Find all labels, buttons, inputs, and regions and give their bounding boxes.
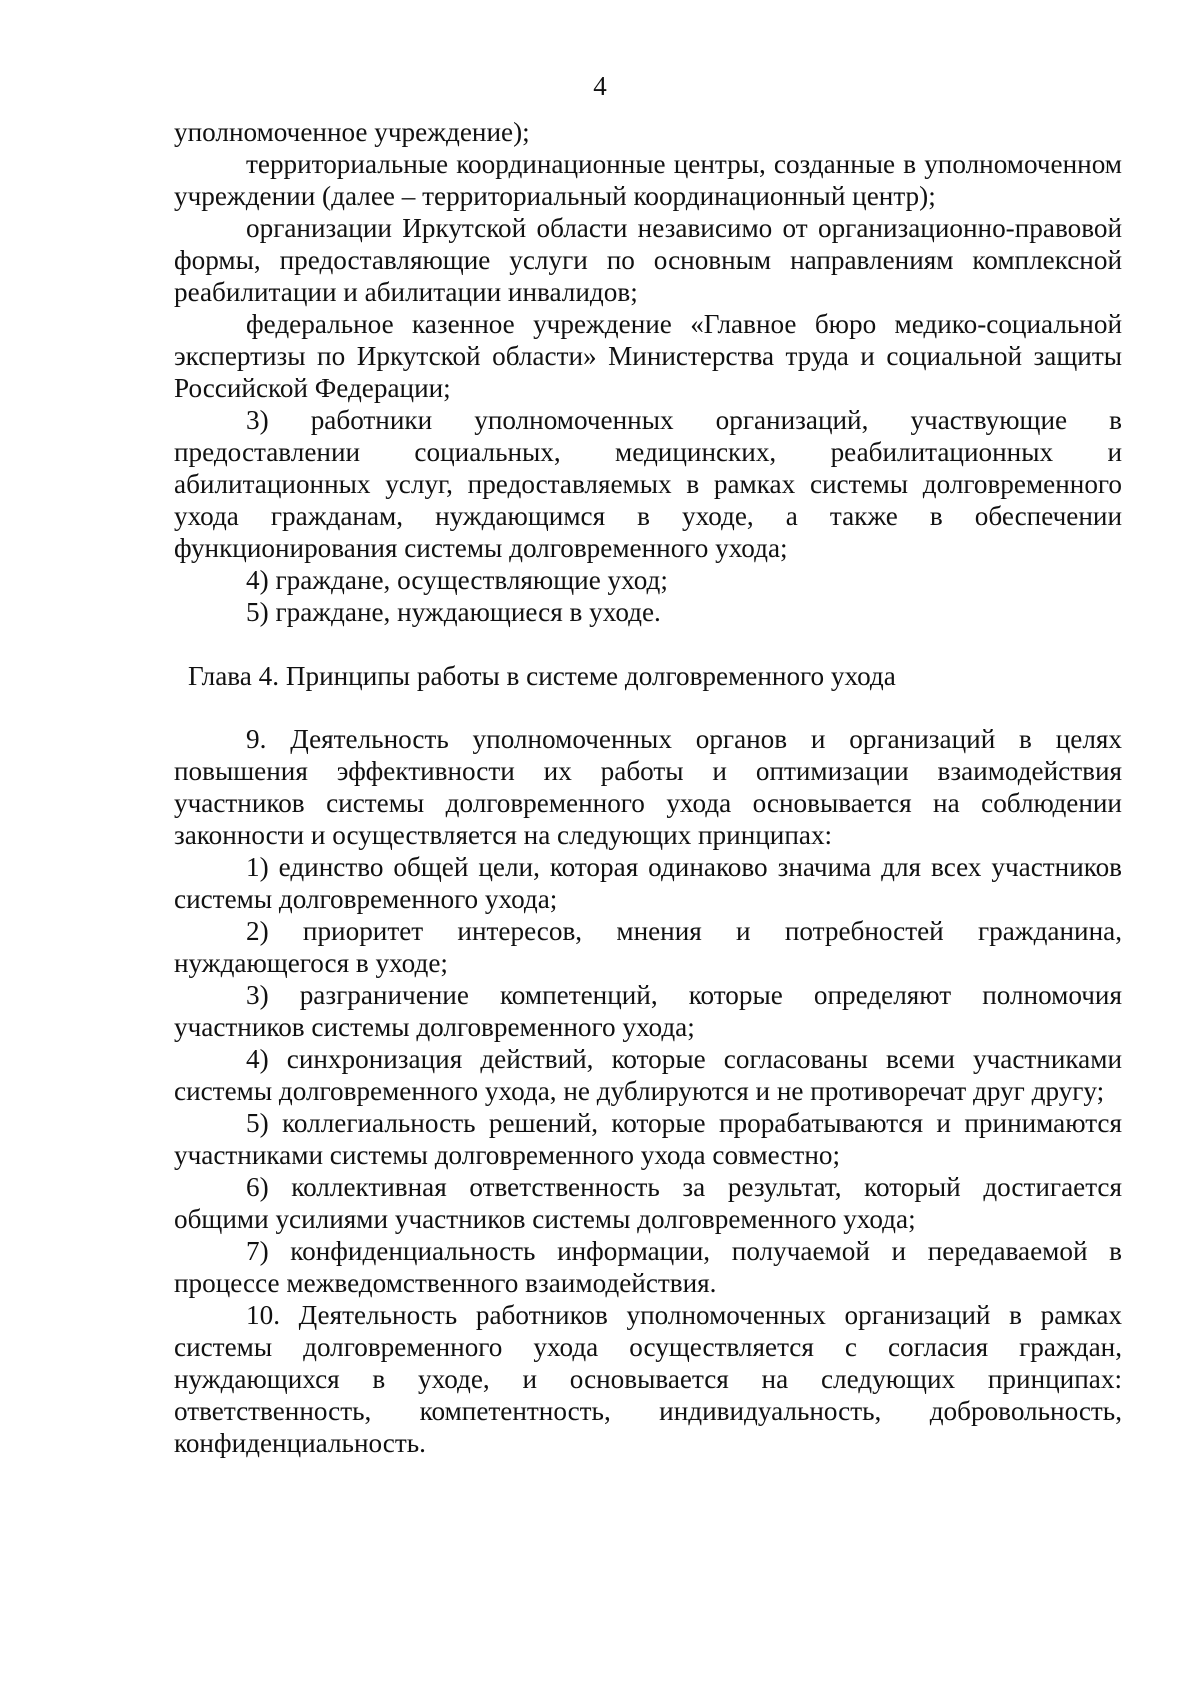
paragraph: уполномоченное учреждение);: [174, 117, 530, 147]
paragraph: 10. Деятельность работников уполномоченных организаций в рамках системы долговременного ухода осуществляется с согласия граждан, нуждающихся в уходе, и основывается на следующих принципах: ответственность, компетентность, индивидуальность, добровольность, конфиденциальность.: [174, 1300, 1122, 1458]
paragraph: организации Иркутской области независимо от организационно-правовой формы, предоставляющие услуги по основным направлениям комплексной реабилитации и абилитации инвалидов;: [174, 213, 1122, 307]
paragraph: федеральное казенное учреждение «Главное бюро медико-социальной экспертизы по Иркутской области» Министерства труда и социальной защиты Российской Федерации;: [174, 309, 1122, 403]
list-item: 3) разграничение компетенций, которые определяют полномочия участников системы долговременного ухода;: [174, 980, 1122, 1042]
list-item: 4) граждане, осуществляющие уход;: [246, 565, 668, 595]
list-item: 5) коллегиальность решений, которые прорабатываются и принимаются участниками системы долговременного ухода совместно;: [174, 1108, 1122, 1170]
list-item: 7) конфиденциальность информации, получаемой и передаваемой в процессе межведомственного взаимодействия.: [174, 1236, 1122, 1298]
paragraph: 9. Деятельность уполномоченных органов и организаций в целях повышения эффективности их работы и оптимизации взаимодействия участников системы долговременного ухода основывается на соблюдении законности и осуществляется на следующих принципах:: [174, 724, 1122, 850]
chapter-heading: Глава 4. Принципы работы в системе долговременного ухода: [188, 661, 896, 691]
list-item: 6) коллективная ответственность за результат, который достигается общими усилиями участников системы долговременного ухода;: [174, 1172, 1122, 1234]
paragraph: территориальные координационные центры, созданные в уполномоченном учреждении (далее – территориальный координационный центр);: [174, 149, 1122, 211]
list-item: 4) синхронизация действий, которые согласованы всеми участниками системы долговременного ухода, не дублируются и не противоречат друг другу;: [174, 1044, 1122, 1106]
list-item: 2) приоритет интересов, мнения и потребностей гражданина, нуждающегося в уходе;: [174, 916, 1122, 978]
document-body: [174, 116, 1122, 1459]
list-item: 1) единство общей цели, которая одинаково значима для всех участников системы долговременного ухода;: [174, 852, 1122, 914]
list-item: 5) граждане, нуждающиеся в уходе.: [246, 597, 661, 627]
page-number: 4: [593, 71, 607, 101]
list-item: 3) работники уполномоченных организаций, участвующие в предоставлении социальных, медицинских, реабилитационных и абилитационных услуг, предоставляемых в рамках системы долговременного ухода гражданам, нуждающимся в уходе, а также в обеспечении функционирования системы долговременного ухода;: [174, 405, 1122, 563]
